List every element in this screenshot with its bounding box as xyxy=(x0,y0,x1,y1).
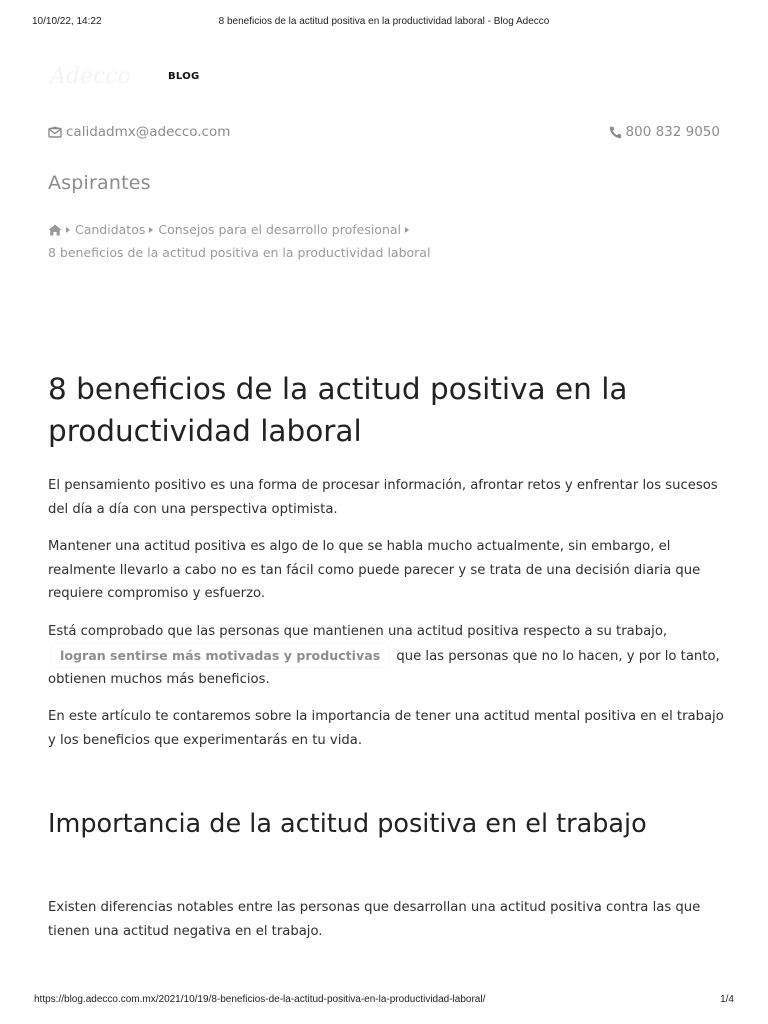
breadcrumb xyxy=(48,218,728,264)
phone-icon xyxy=(609,126,622,139)
section-label[interactable]: Aspirantes xyxy=(48,172,151,194)
paragraph-1: El pensamiento positivo es una forma de procesar información, afrontar retos y enfrentar los sucesos del día a día con una perspectiva optimista. xyxy=(48,478,718,517)
paragraph-3-start: Está comprobado que las personas que mantienen una actitud positiva respecto a su trabajo, xyxy=(48,624,668,639)
paragraph-3-end: que las personas que no lo hacen, y por lo tanto, obtienen muchos más beneficios. xyxy=(48,648,720,687)
svg-text:Adecco: Adecco xyxy=(50,64,131,89)
email-link[interactable] xyxy=(48,124,230,140)
breadcrumb-home[interactable] xyxy=(48,222,62,237)
print-page-title: 8 beneficios de la actitud positiva en la productividad laboral - Blog Adecco xyxy=(218,16,550,27)
paragraph-5: Existen diferencias notables entre las personas que desarrollan una actitud positiva contra las que tienen una actitud negativa en el trabajo. xyxy=(48,900,701,939)
phone-link[interactable] xyxy=(609,124,720,140)
home-icon xyxy=(48,224,62,236)
paragraph-3 xyxy=(48,620,728,692)
motivation-link[interactable]: logran sentirse más motivadas y productivas xyxy=(52,644,388,668)
breadcrumb-item-consejos[interactable]: Consejos para el desarrollo profesional xyxy=(158,222,402,237)
breadcrumb-current: 8 beneficios de la actitud positiva en la productividad laboral xyxy=(48,245,431,260)
print-datetime: 10/10/22, 14:22 xyxy=(32,16,102,27)
blog-label: BLOG xyxy=(168,70,200,82)
article-title: 8 beneficios de la actitud positiva en la productividad laboral xyxy=(48,372,628,448)
print-footer xyxy=(0,994,768,1008)
site-header xyxy=(48,62,200,90)
phone-text: 800 832 9050 xyxy=(625,124,720,140)
breadcrumb-separator-icon xyxy=(149,227,153,233)
email-text: calidadmx@adecco.com xyxy=(66,124,231,140)
adecco-logo[interactable] xyxy=(48,63,164,89)
section-heading: Importancia de la actitud positiva en el trabajo xyxy=(48,809,647,839)
print-header xyxy=(0,16,768,30)
envelope-icon xyxy=(48,126,62,138)
paragraph-2: Mantener una actitud positiva es algo de lo que se habla mucho actualmente, sin embargo, el realmente llevarlo a cabo no es tan fácil como puede parecer y se trata de una decisión diaria que requiere compromiso y esfuerzo. xyxy=(48,539,701,601)
print-page-number: 1/4 xyxy=(720,994,734,1005)
breadcrumb-item-candidatos[interactable]: Candidatos xyxy=(75,222,146,237)
breadcrumb-separator-icon xyxy=(405,227,409,233)
paragraph-4: En este artículo te contaremos sobre la importancia de tener una actitud mental positiva en el trabajo y los beneficios que experimentarás en tu vida. xyxy=(48,709,724,748)
breadcrumb-separator-icon xyxy=(66,227,70,233)
contact-bar xyxy=(48,124,720,144)
print-url: https://blog.adecco.com.mx/2021/10/19/8-beneficios-de-la-actitud-positiva-en-la-productividad-laboral/ xyxy=(34,994,486,1005)
